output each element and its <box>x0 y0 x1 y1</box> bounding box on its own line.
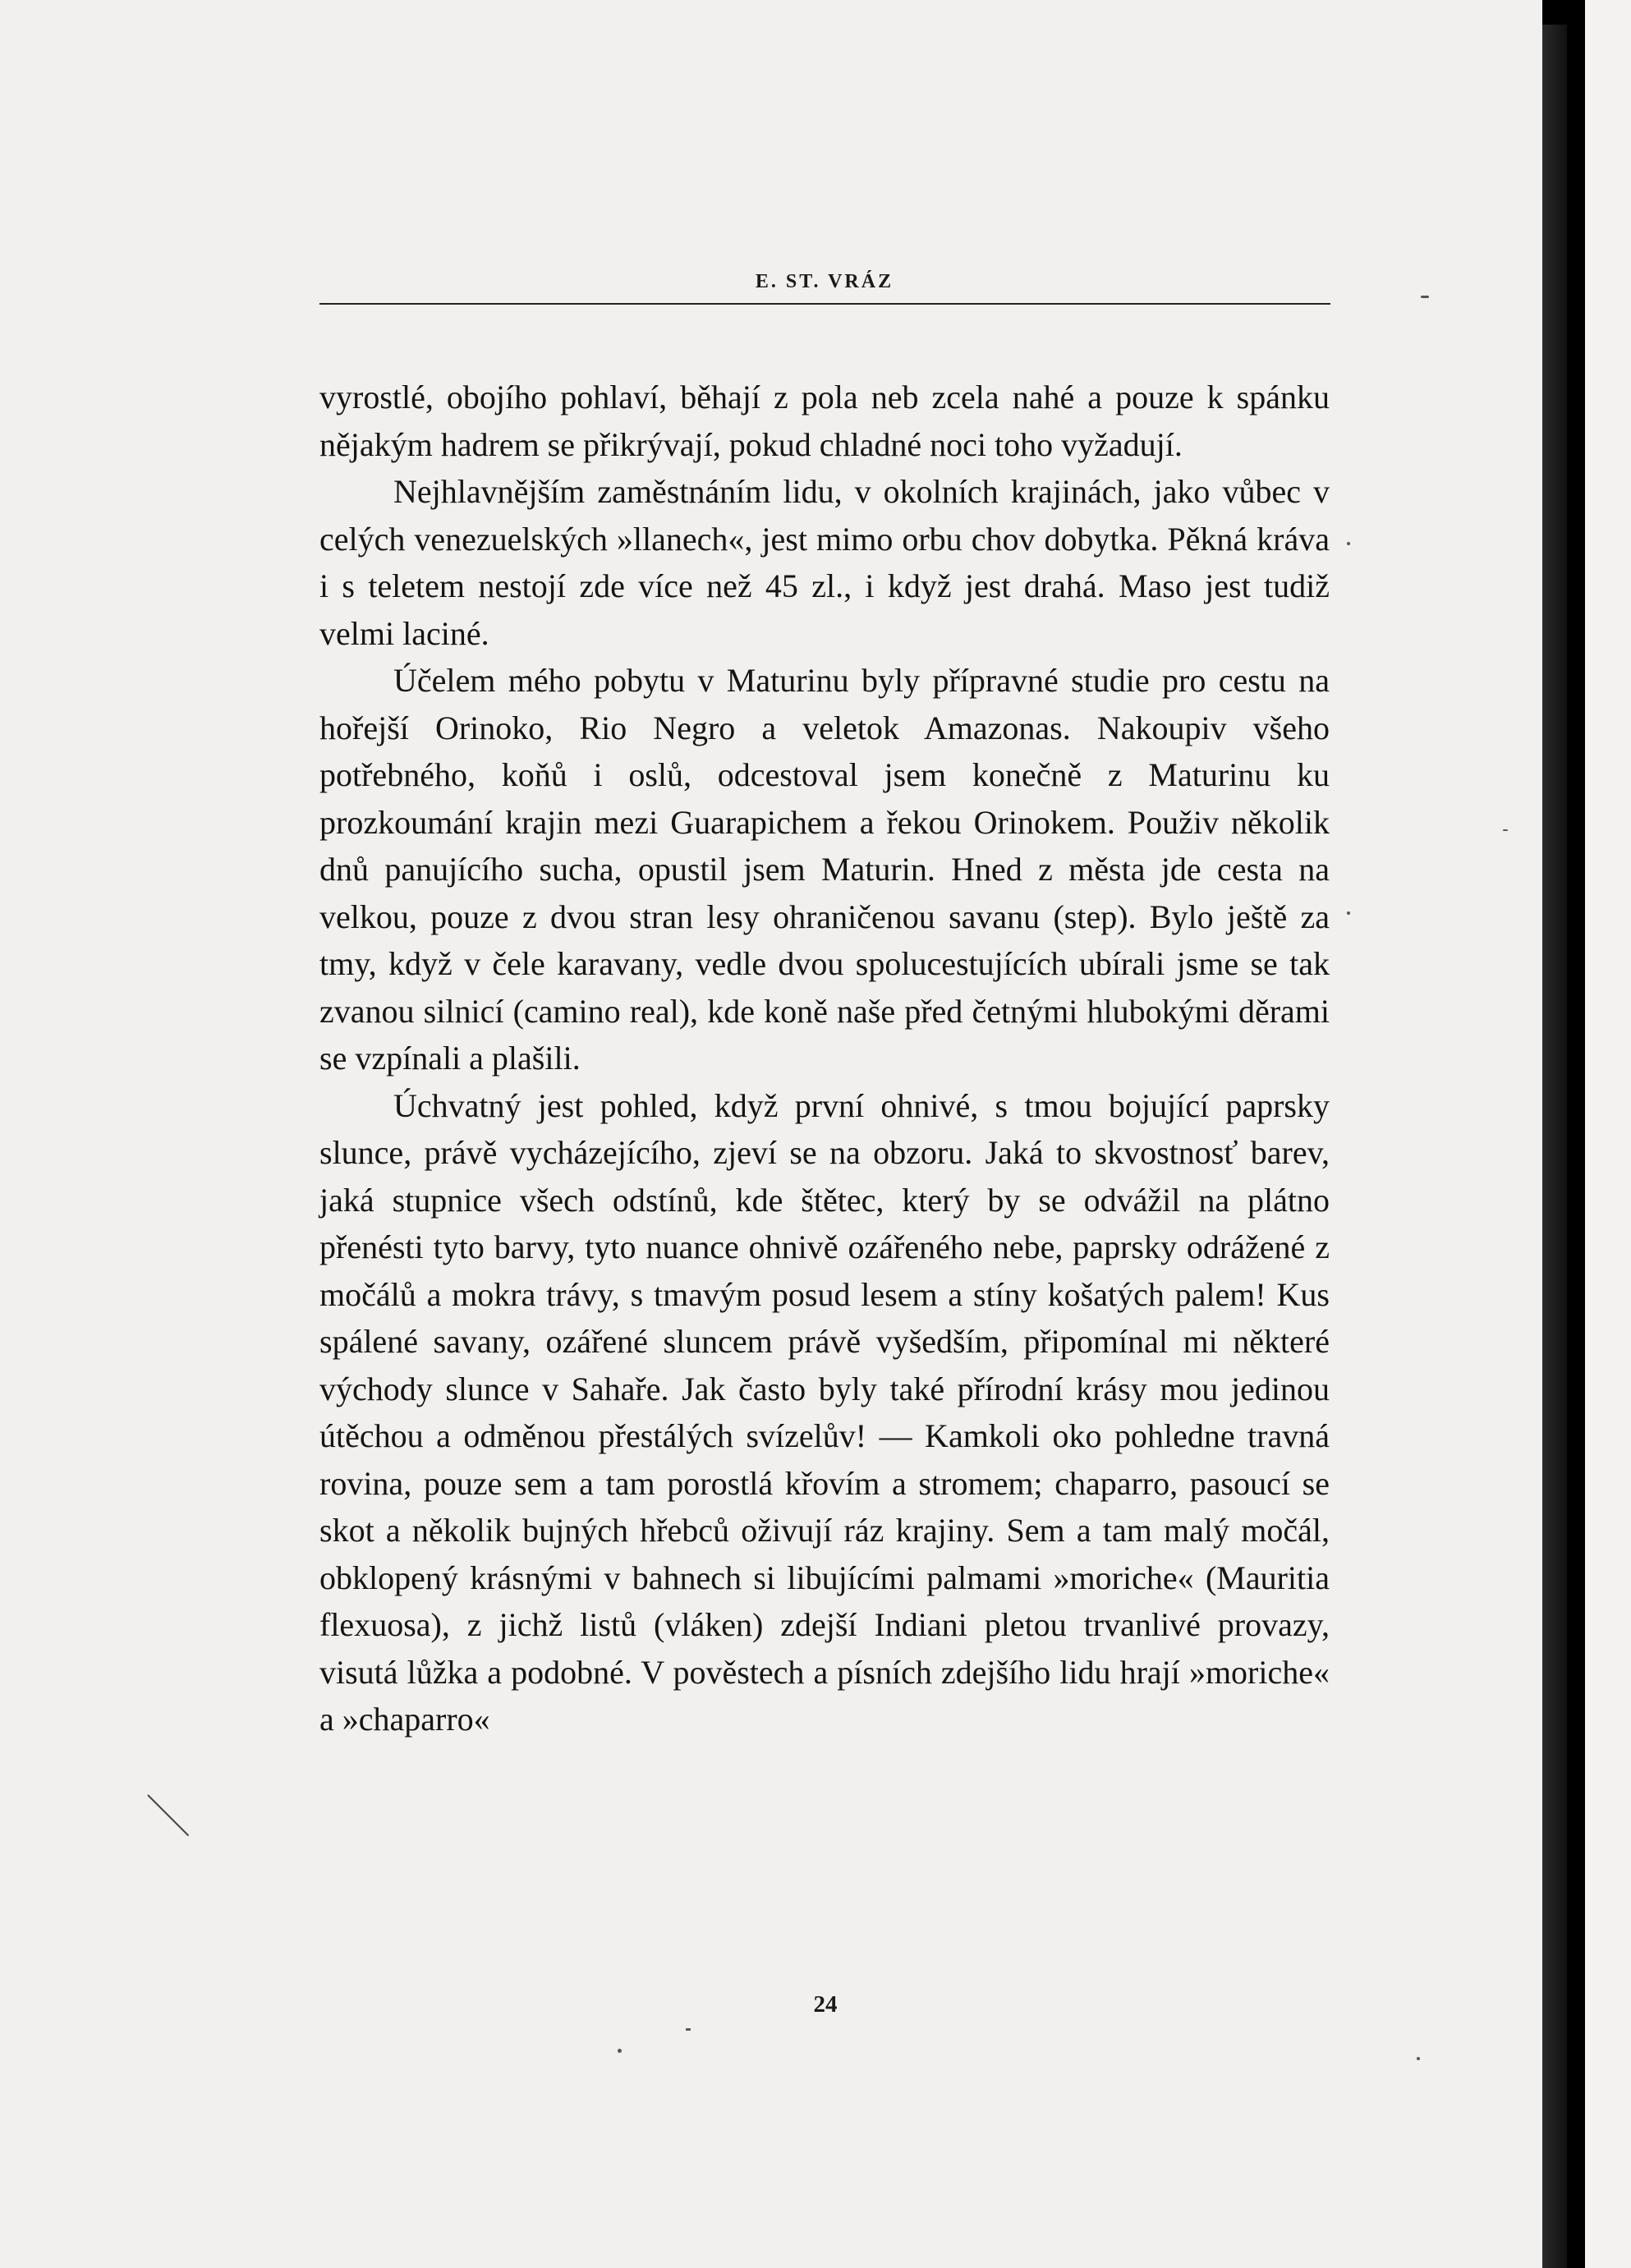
paragraph-2: Nejhlavnějším zaměstnáním lidu, v okolních krajinách, jako vůbec v celých venezuelských »llanech«, jest mimo orbu chov dobytka. Pěkná kráva i s teletem nestojí zde více než 45 zl., i když jest drahá. Maso jest tudiž velmi laciné. <box>319 473 1330 652</box>
dust-speck <box>686 2028 691 2031</box>
header-rule <box>319 303 1330 305</box>
dust-speck <box>1347 542 1350 545</box>
paragraph-1: vyrostlé, obojího pohlaví, běhají z pola neb zcela nahé a pouze k spánku nějakým hadrem se přikrývají, pokud chladné noci toho vyžadují. <box>319 379 1330 463</box>
dust-speck <box>1347 911 1350 915</box>
dust-speck <box>618 2049 622 2053</box>
dust-speck <box>1503 829 1508 831</box>
body-text <box>319 374 1330 1743</box>
dust-speck <box>1417 2057 1420 2060</box>
dust-speck <box>1421 296 1429 298</box>
paragraph-3: Účelem mého pobytu v Maturinu byly přípravné studie pro cestu na hořejší Orinoko, Rio Negro a veletok Amazonas. Nakoupiv všeho potřebného, koňů i oslů, odcestoval jsem konečně z Maturinu ku prozkoumání krajin mezi Guarapichem a řekou Orinokem. Použiv několik dnů panujícího sucha, opustil jsem Maturin. Hned z města jde cesta na velkou, pouze z dvou stran lesy ohraničenou savanu (step). Bylo ještě za tmy, když v čele karavany, vedle dvou spolucestujících ubírali jsme se tak zvanou silnicí (camino real), kde koně naše před četnými hlubokými děrami se vzpínali a plašili. <box>319 662 1330 1077</box>
next-page-edge <box>1585 0 1631 2268</box>
page-number: 24 <box>813 1991 838 2018</box>
paragraph-4: Úchvatný jest pohled, když první ohnivé, s tmou bojující paprsky slunce, právě vycházejícího, zjeví se na obzoru. Jaká to skvostnosť barev, jaká stupnice všech odstínů, kde štětec, který by se odvážil na plátno přenésti tyto barvy, tyto nuance ohnivě ozářeného nebe, paprsky odrážené z močálů a mokra trávy, s tmavým posud lesem a stíny košatých palem! Kus spálené savany, ozářené sluncem právě vyšedším, připomínal mi některé východy slunce v Sahaře. Jak často byly také přírodní krásy mou jedinou útěchou a odměnou přestálých svízelův! — Kamkoli oko pohledne travná rovina, pouze sem a tam porostlá křovím a stromem; chaparro, pasoucí se skot a několik bujných hřebců oživují ráz krajiny. Sem a tam malý močál, obklopený krásnými v bahnech si libujícími palmami »moriche« (Mauritia flexuosa), z jichž listů (vláken) zdejší Indiani pletou trvanlivé provazy, visutá lůžka a podobné. V pověstech a písních zdejšího lidu hrají »moriche« a »chaparro« <box>319 1086 1330 1738</box>
page-gutter-shadow <box>1542 25 1567 2268</box>
running-head: E. ST. VRÁZ <box>755 271 894 292</box>
